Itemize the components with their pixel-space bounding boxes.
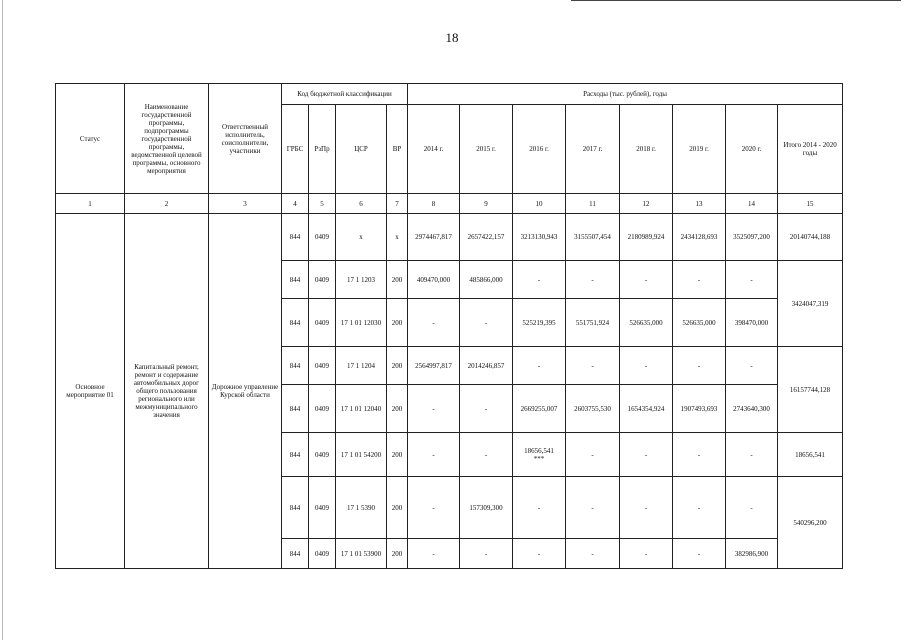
value-2019: 1907493,693 — [673, 385, 726, 433]
header-2015: 2015 г. — [460, 105, 513, 194]
header-2019: 2019 г. — [673, 105, 726, 194]
page-left-edge — [2, 0, 3, 640]
grbs-cell: 844 — [282, 539, 309, 569]
value-2018: - — [620, 261, 673, 299]
rzpr-cell: 0409 — [309, 433, 336, 477]
total-cell: 18656,541 — [778, 433, 843, 477]
column-number: 15 — [778, 194, 843, 214]
vr-cell: х — [387, 214, 408, 261]
column-number: 8 — [408, 194, 460, 214]
csr-cell: 17 1 5390 — [336, 477, 387, 539]
header-rzpr: РзПр — [309, 105, 336, 194]
value-2019: - — [673, 347, 726, 385]
header-code-group: Код бюджетной классификации — [282, 84, 408, 105]
value-2020: 382986,900 — [726, 539, 778, 569]
grbs-cell: 844 — [282, 261, 309, 299]
value-2015: 2657422,157 — [460, 214, 513, 261]
grbs-cell: 844 — [282, 299, 309, 347]
header-name: Наименование государственной программы, подпрограммы государственной программы, ведомственной целевой программы, основного мероприятия — [125, 84, 209, 194]
value-2014: - — [408, 539, 460, 569]
rzpr-cell: 0409 — [309, 385, 336, 433]
column-number: 3 — [209, 194, 282, 214]
value-2015: 485866,000 — [460, 261, 513, 299]
csr-cell: 17 1 1204 — [336, 347, 387, 385]
value-2015: - — [460, 385, 513, 433]
header-status: Статус — [56, 84, 125, 194]
value-2018: - — [620, 477, 673, 539]
column-number: 12 — [620, 194, 673, 214]
value-2014: 2974467,817 — [408, 214, 460, 261]
header-2014: 2014 г. — [408, 105, 460, 194]
value-2016: - — [513, 347, 566, 385]
value-2016: 3213130,943 — [513, 214, 566, 261]
total-cell: 540296,200 — [778, 477, 843, 569]
header-executor: Ответственный исполнитель, соисполнители, участники — [209, 84, 282, 194]
executor-cell: Дорожное управление Курской области — [209, 214, 282, 569]
value-2014: - — [408, 385, 460, 433]
value-2017: - — [566, 433, 620, 477]
header-2016: 2016 г. — [513, 105, 566, 194]
value-2016: - — [513, 477, 566, 539]
value-2018: 1654354,924 — [620, 385, 673, 433]
vr-cell: 200 — [387, 433, 408, 477]
value-2018: - — [620, 539, 673, 569]
csr-cell: 17 1 01 54200 — [336, 433, 387, 477]
value-2019: - — [673, 477, 726, 539]
rzpr-cell: 0409 — [309, 299, 336, 347]
budget-table — [55, 83, 843, 569]
grbs-cell: 844 — [282, 347, 309, 385]
grbs-cell: 844 — [282, 385, 309, 433]
column-number: 1 — [56, 194, 125, 214]
csr-cell: х — [336, 214, 387, 261]
value-2017: 551751,924 — [566, 299, 620, 347]
value-2015: 157309,300 — [460, 477, 513, 539]
value-2015: 2014246,857 — [460, 347, 513, 385]
vr-cell: 200 — [387, 385, 408, 433]
value-2015: - — [460, 539, 513, 569]
table-row — [56, 214, 843, 261]
column-number: 6 — [336, 194, 387, 214]
vr-cell: 200 — [387, 261, 408, 299]
value-2019: - — [673, 433, 726, 477]
grbs-cell: 844 — [282, 433, 309, 477]
activity-name-cell: Капитальный ремонт, ремонт и содержание автомобильных дорог общего пользования регионального или межмуниципального значения — [125, 214, 209, 569]
total-cell: 3424047,319 — [778, 261, 843, 347]
value-2017: 3155507,454 — [566, 214, 620, 261]
header-row-1 — [56, 84, 843, 105]
csr-cell: 17 1 1203 — [336, 261, 387, 299]
rzpr-cell: 0409 — [309, 347, 336, 385]
csr-cell: 17 1 01 12040 — [336, 385, 387, 433]
column-number: 5 — [309, 194, 336, 214]
value-2015: - — [460, 433, 513, 477]
value-2017: 2603755,530 — [566, 385, 620, 433]
column-number: 7 — [387, 194, 408, 214]
value-2018: - — [620, 347, 673, 385]
value-2017: - — [566, 347, 620, 385]
value-2020: - — [726, 433, 778, 477]
value-2014: 409470,000 — [408, 261, 460, 299]
value-2020: 3525097,200 — [726, 214, 778, 261]
header-expenses-group: Расходы (тыс. рублей), годы — [408, 84, 843, 105]
header-2017: 2017 г. — [566, 105, 620, 194]
value-2020: - — [726, 347, 778, 385]
value-2019: - — [673, 261, 726, 299]
grbs-cell: 844 — [282, 477, 309, 539]
value-2016: 2669255,007 — [513, 385, 566, 433]
value-2020: - — [726, 261, 778, 299]
value-2016-amount: 18656,541 — [524, 446, 554, 455]
value-2018: - — [620, 433, 673, 477]
value-2020: 398470,000 — [726, 299, 778, 347]
column-number: 10 — [513, 194, 566, 214]
header-2020: 2020 г. — [726, 105, 778, 194]
value-2014: - — [408, 477, 460, 539]
vr-cell: 200 — [387, 539, 408, 569]
value-2017: - — [566, 261, 620, 299]
value-2014: 2564997,817 — [408, 347, 460, 385]
csr-cell: 17 1 01 53900 — [336, 539, 387, 569]
value-2018: 2180989,924 — [620, 214, 673, 261]
value-2014: - — [408, 299, 460, 347]
value-2016: - — [513, 539, 566, 569]
rzpr-cell: 0409 — [309, 477, 336, 539]
value-2020: - — [726, 477, 778, 539]
value-2020: 2743640,300 — [726, 385, 778, 433]
column-number: 9 — [460, 194, 513, 214]
vr-cell: 200 — [387, 477, 408, 539]
csr-cell: 17 1 01 12030 — [336, 299, 387, 347]
vr-cell: 200 — [387, 347, 408, 385]
value-2019: 526635,000 — [673, 299, 726, 347]
value-2015: - — [460, 299, 513, 347]
column-number: 4 — [282, 194, 309, 214]
header-2018: 2018 г. — [620, 105, 673, 194]
column-number: 14 — [726, 194, 778, 214]
column-number: 2 — [125, 194, 209, 214]
status-cell: Основное мероприятие 01 — [56, 214, 125, 569]
page-number: 18 — [445, 30, 459, 45]
header-rule — [571, 0, 901, 1]
value-2019: - — [673, 539, 726, 569]
value-2019: 2434128,693 — [673, 214, 726, 261]
value-2016 — [513, 433, 566, 477]
value-2014: - — [408, 433, 460, 477]
value-2017: - — [566, 477, 620, 539]
header-total: Итого 2014 - 2020 годы — [778, 105, 843, 194]
header-csr: ЦСР — [336, 105, 387, 194]
total-cell: 20140744,188 — [778, 214, 843, 261]
header-vr: ВР — [387, 105, 408, 194]
grbs-cell: 844 — [282, 214, 309, 261]
rzpr-cell: 0409 — [309, 539, 336, 569]
value-2016-footnote-mark: *** — [533, 454, 545, 463]
value-2018: 526635,000 — [620, 299, 673, 347]
value-2017: - — [566, 539, 620, 569]
header-grbs: ГРБС — [282, 105, 309, 194]
column-number: 13 — [673, 194, 726, 214]
column-number-row — [56, 194, 843, 214]
total-cell: 16157744,128 — [778, 347, 843, 433]
vr-cell: 200 — [387, 299, 408, 347]
rzpr-cell: 0409 — [309, 261, 336, 299]
value-2016: 525219,395 — [513, 299, 566, 347]
rzpr-cell: 0409 — [309, 214, 336, 261]
value-2016: - — [513, 261, 566, 299]
column-number: 11 — [566, 194, 620, 214]
